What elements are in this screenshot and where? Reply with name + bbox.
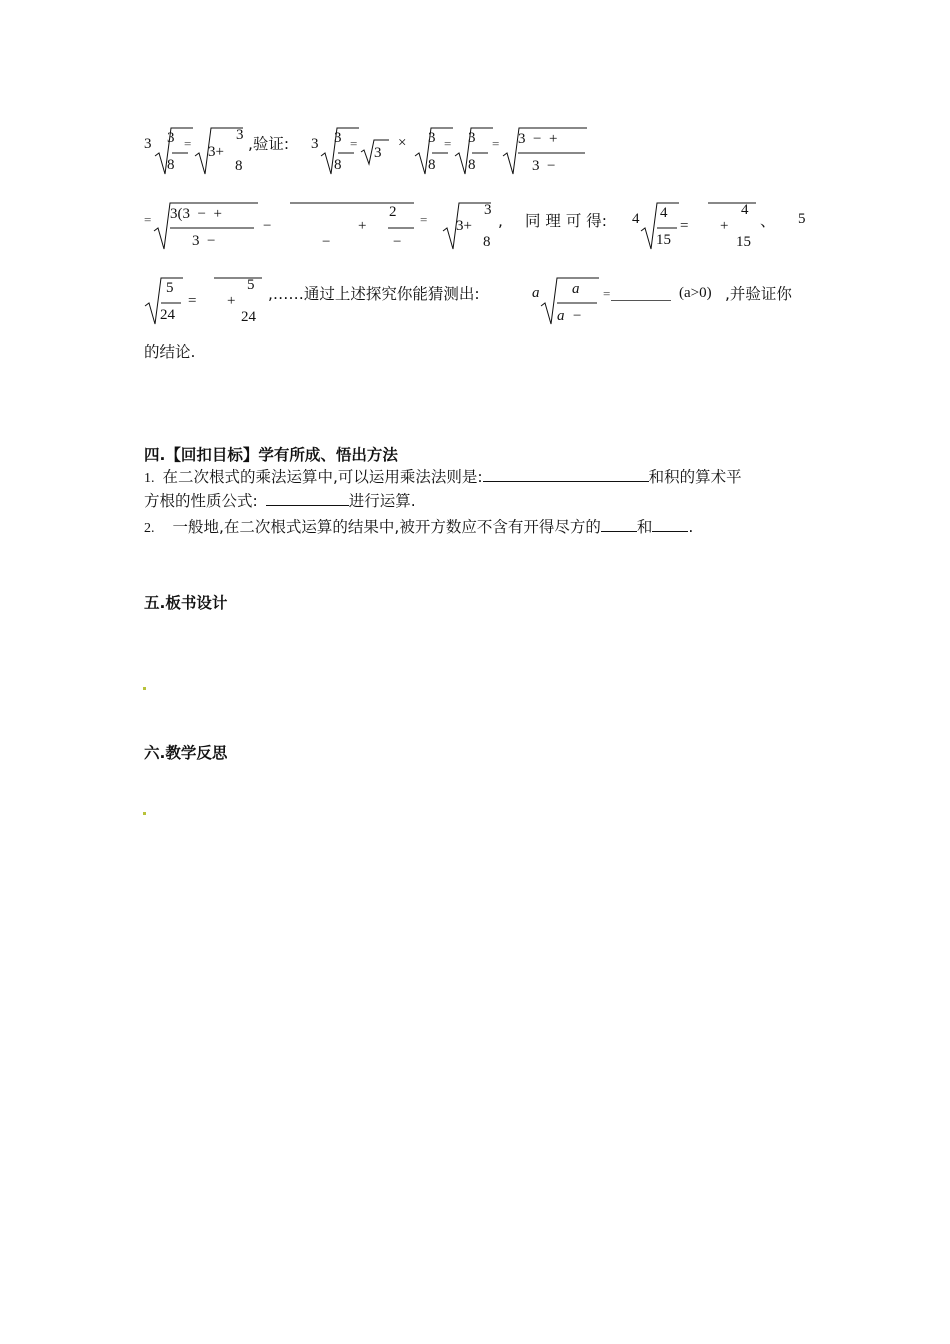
times-sign: × xyxy=(398,135,407,151)
equals: = xyxy=(420,212,428,227)
frac-num: 3 xyxy=(468,130,476,146)
similarly-label: 同 理 可 得: xyxy=(525,212,608,230)
sqrt-radicand: 3 xyxy=(374,145,382,161)
plus: + xyxy=(720,218,729,234)
conclusion-text: 的结论. xyxy=(144,343,196,361)
answer-blank[interactable] xyxy=(266,490,349,506)
frac-num: 3 xyxy=(334,130,342,146)
minus: − xyxy=(263,218,272,234)
frac-num: 4 xyxy=(660,205,668,221)
item-text: 一般地,在二次根式运算的结果中,被开方数应不含有开得尽方的 xyxy=(172,518,601,536)
expr: 3 xyxy=(236,127,244,143)
coef: a xyxy=(532,285,540,301)
item-text: 和 xyxy=(636,518,653,536)
item-number: 1. xyxy=(144,471,155,486)
expr: 5 xyxy=(247,277,255,293)
verify-tail: ,并验证你 xyxy=(725,285,792,303)
coef: 3 xyxy=(311,136,319,152)
condition: (a>0) xyxy=(679,285,712,301)
plus: + xyxy=(227,293,236,309)
section-title: 五.板书设计 xyxy=(144,594,228,612)
section-title: 六.教学反思 xyxy=(144,744,228,762)
equals: = xyxy=(184,136,192,151)
coef: 3 xyxy=(144,136,152,152)
guess-text: ,……通过上述探究你能猜测出: xyxy=(268,285,480,303)
expr: 3 xyxy=(484,202,492,218)
marker-dot xyxy=(143,687,146,690)
list-item-continued xyxy=(144,490,416,512)
radical-sign xyxy=(706,201,760,253)
expr: 3+ xyxy=(456,218,472,234)
item-text: 进行运算. xyxy=(348,492,416,510)
frac-den: 15 xyxy=(736,234,751,250)
equals: = xyxy=(188,293,197,309)
answer-blank[interactable] xyxy=(611,285,671,301)
frac-num: 5 xyxy=(166,280,174,296)
answer-blank[interactable] xyxy=(601,516,637,532)
item-text: 方根的性质公式: xyxy=(144,492,258,510)
frac-den: 8 xyxy=(468,157,476,173)
coef: 4 xyxy=(632,211,640,227)
frac-den: 8 xyxy=(428,157,436,173)
answer-blank[interactable] xyxy=(652,516,688,532)
frac-den: 3 − xyxy=(192,233,216,249)
frac-den: a − xyxy=(557,308,583,324)
equals: = xyxy=(144,212,152,227)
separator: 、 xyxy=(760,212,776,230)
frac-den: 15 xyxy=(656,232,671,248)
frac-den: 8 xyxy=(334,157,342,173)
verify-label: ,验证: xyxy=(248,135,290,153)
answer-blank[interactable] xyxy=(483,466,649,482)
frac-num: a xyxy=(572,281,580,297)
radical-sign xyxy=(155,126,195,178)
equals: = xyxy=(444,136,452,151)
frac-num: 3 − + xyxy=(518,131,558,147)
equals: = xyxy=(680,218,689,234)
expr: 4 xyxy=(741,202,749,218)
coef: 5 xyxy=(798,211,806,227)
list-item xyxy=(144,516,693,540)
list-item xyxy=(144,466,742,490)
frac-den: 8 xyxy=(167,157,175,173)
frac-num: 3(3 − + xyxy=(170,206,222,222)
frac-den: 8 xyxy=(235,158,243,174)
radical-sign xyxy=(212,276,266,328)
minus: − xyxy=(393,234,402,250)
frac-den: 24 xyxy=(241,309,256,325)
marker-dot xyxy=(143,812,146,815)
frac-den: 8 xyxy=(483,234,491,250)
expr: 3+ xyxy=(208,144,224,160)
equals: = xyxy=(350,136,358,151)
frac-den: 24 xyxy=(160,307,175,323)
item-text: . xyxy=(688,518,694,536)
frac-num: 3 xyxy=(167,130,175,146)
expr: 2 xyxy=(389,204,397,220)
plus: + xyxy=(358,218,367,234)
frac-num: 3 xyxy=(428,130,436,146)
equals: = xyxy=(603,286,611,301)
minus: − xyxy=(322,234,331,250)
item-number: 2. xyxy=(144,521,155,536)
item-text: 和积的算术平 xyxy=(648,468,742,486)
item-text: 在二次根式的乘法运算中,可以运用乘法法则是: xyxy=(162,468,483,486)
comma: , xyxy=(498,212,503,230)
equals: = xyxy=(492,136,500,151)
frac-den: 3 − xyxy=(532,158,556,174)
section-title: 四.【回扣目标】学有所成、悟出方法 xyxy=(144,446,398,464)
